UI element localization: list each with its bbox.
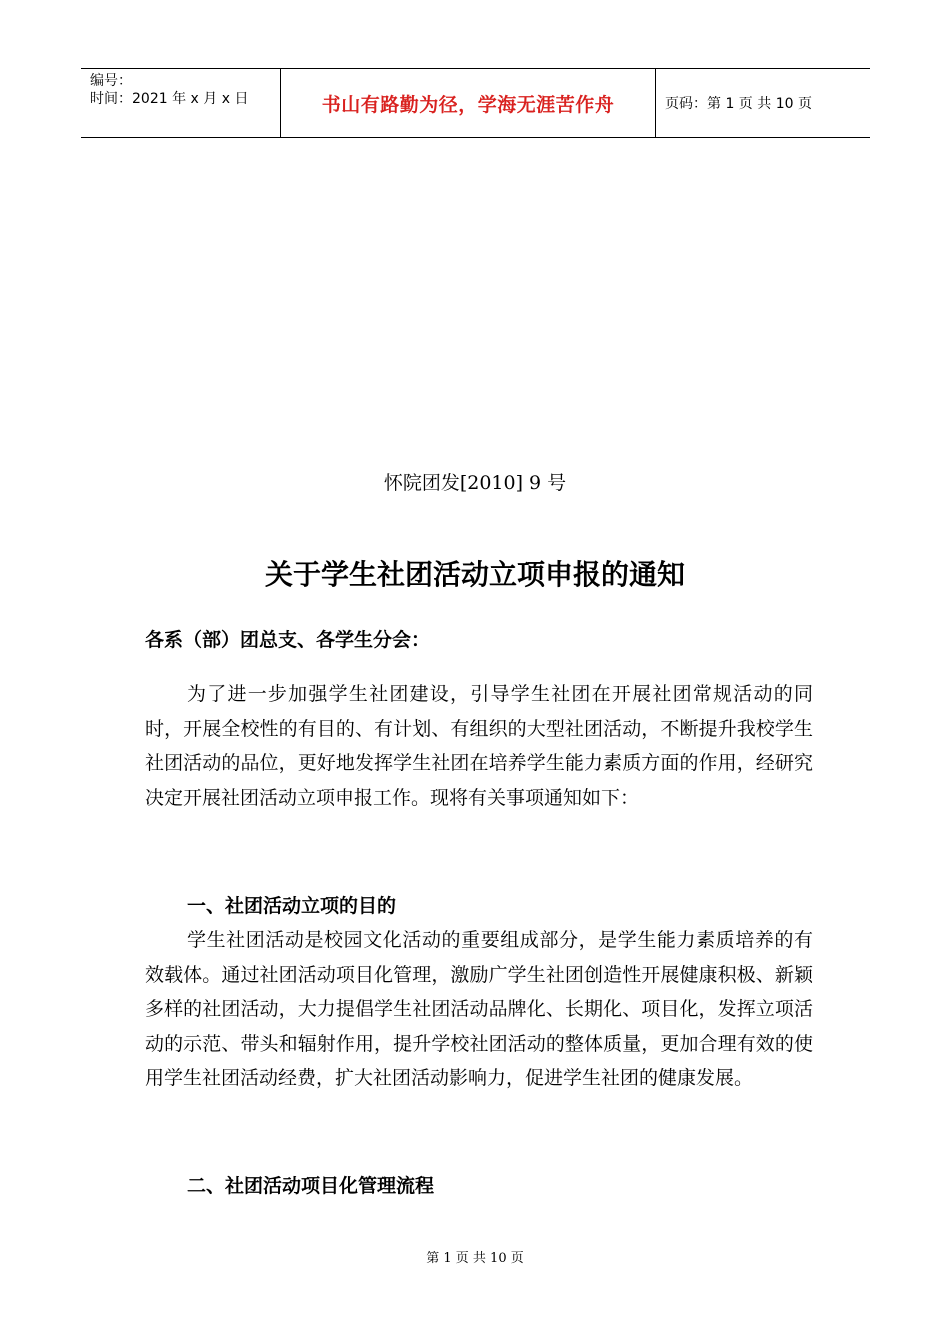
section-heading-2: 二、社团活动项目化管理流程 [187,1175,435,1197]
number-label: 编号： [90,73,132,89]
header-motto: 书山有路勤为径，学海无涯苦作舟 [281,69,656,137]
page-header [81,68,870,138]
document-title: 关于学生社团活动立项申报的通知 [264,558,685,591]
intro-paragraph: 为了进一步加强学生社团建设，引导学生社团在开展社团常规活动的同时，开展全校性的有目的、有计划、有组织的大型社团活动，不断提升我校学生社团活动的品位，更好地发挥学生社团在培养学生能力素质方面的作用，经研究决定开展社团活动立项申报工作。现将有关事项通知如下： [145,683,813,809]
header-meta [81,69,281,137]
document-number: 怀院团发[2010] 9 号 [383,472,567,494]
date-line: 时间：2021 年 x 月 x 日 [90,91,249,107]
section-heading-1: 一、社团活动立项的目的 [187,895,397,917]
salutation: 各系（部）团总支、各学生分会： [145,629,431,651]
page-footer: 第 1 页 共 10 页 [426,1251,524,1266]
header-page-info: 页码：第 1 页 共 10 页 [665,96,812,112]
section-1-paragraph: 学生社团活动是校园文化活动的重要组成部分，是学生能力素质培养的有效载体。通过社团活动项目化管理，激励广学生社团创造性开展健康积极、新颖多样的社团活动，大力提倡学生社团活动品牌化、长期化、项目化，发挥立项活动的示范、带头和辐射作用，提升学校社团活动的整体质量，更加合理有效的使用学生社团活动经费，扩大社团活动影响力，促进学生社团的健康发展。 [145,929,813,1090]
